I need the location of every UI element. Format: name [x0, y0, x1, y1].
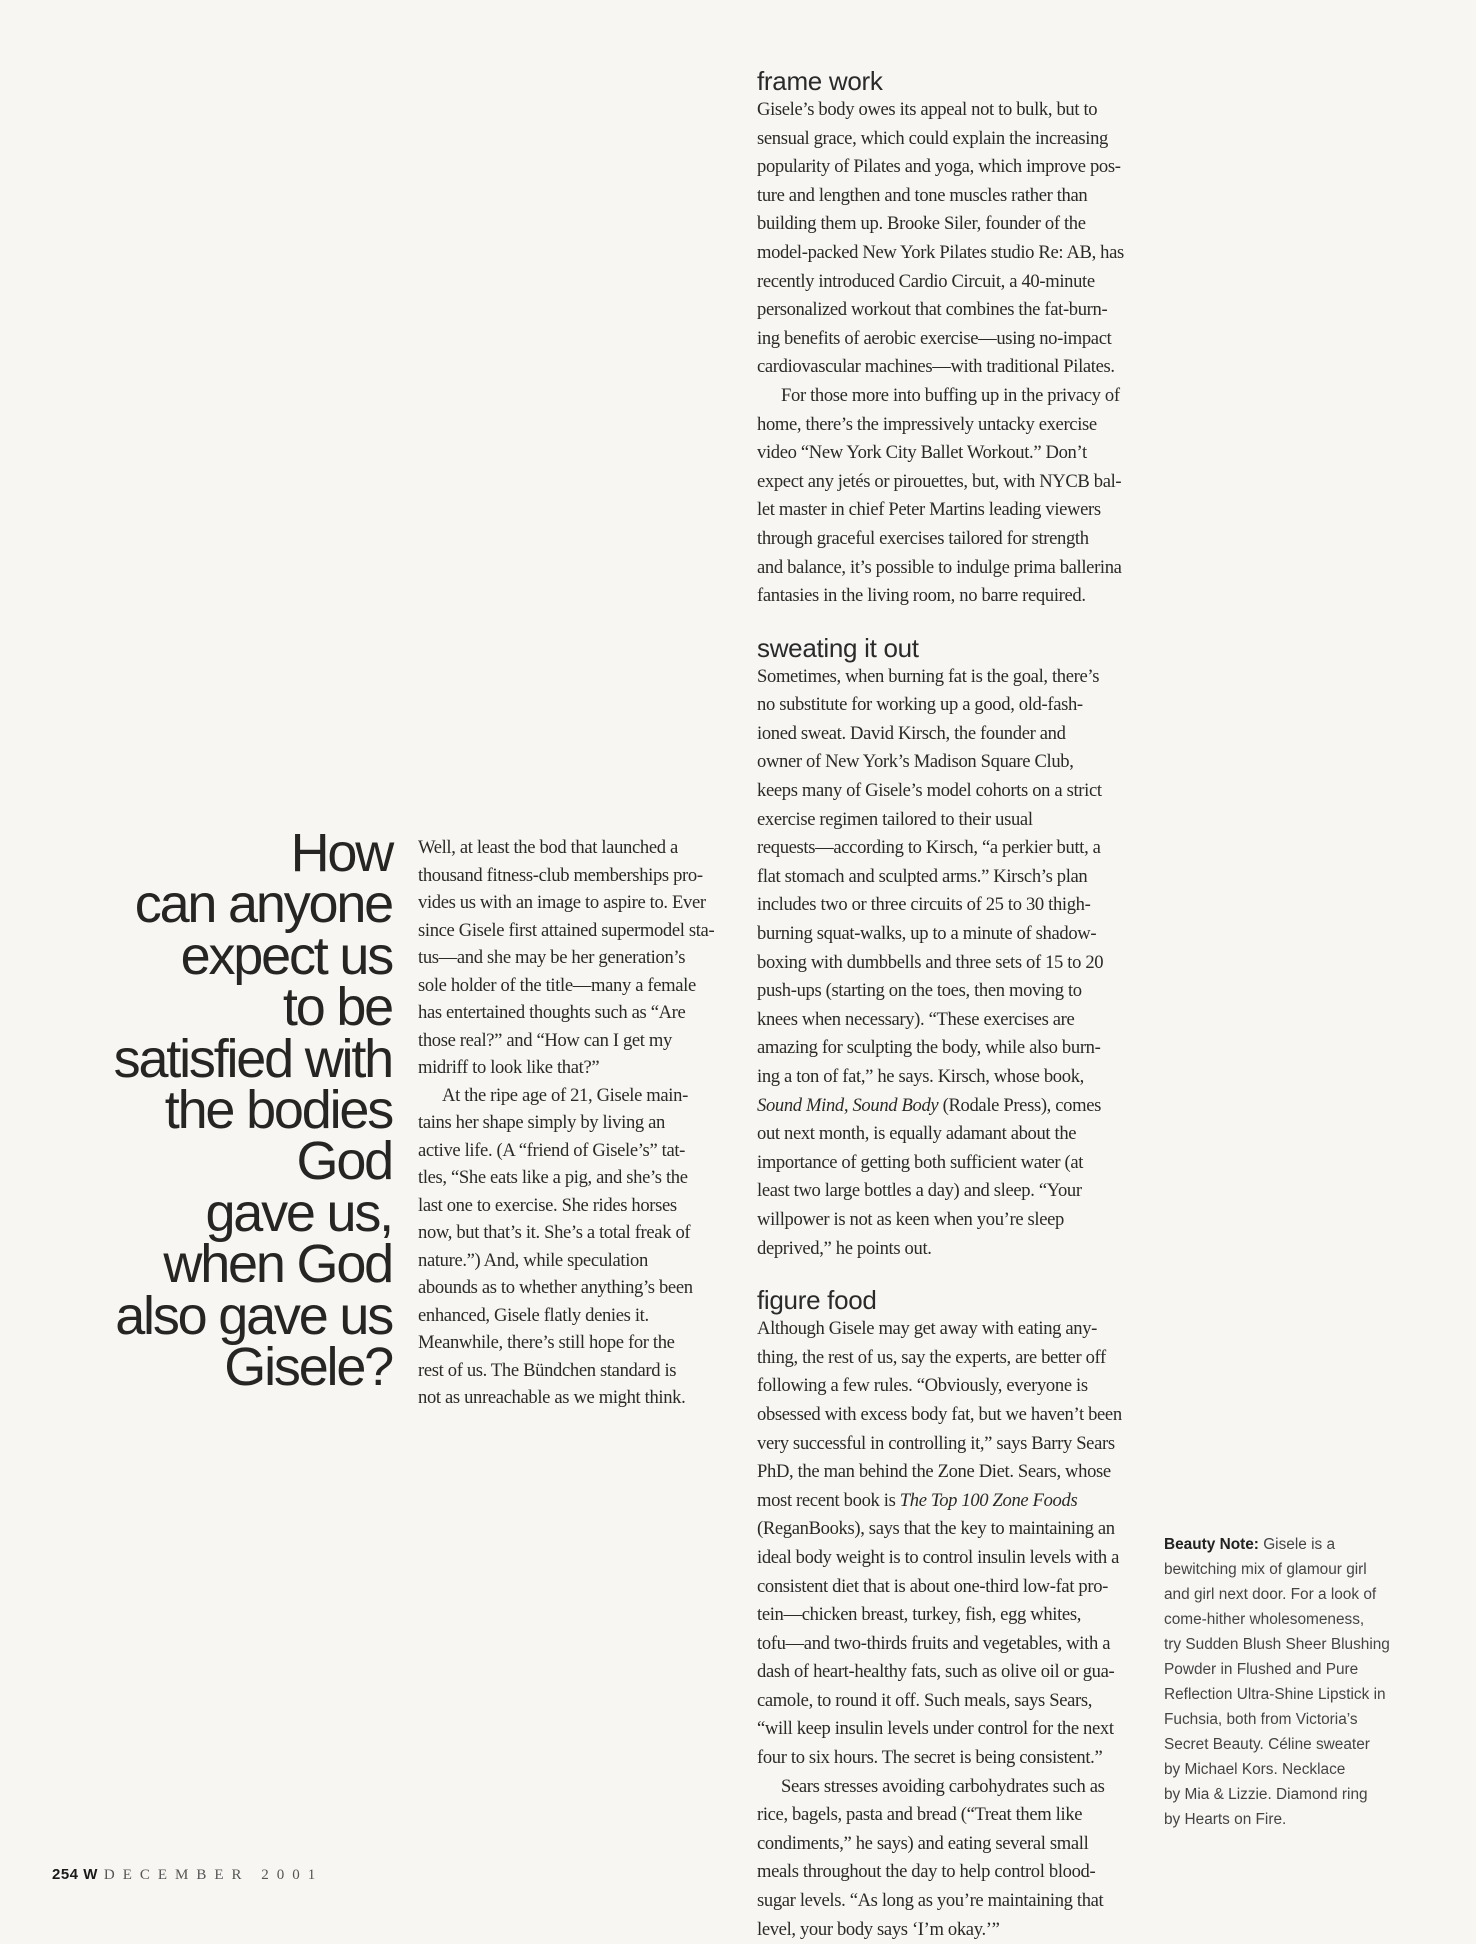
text-line: tles, “She eats like a pig, and she’s the: [418, 1167, 688, 1188]
text-line: thousand fitness-club memberships pro-: [418, 864, 703, 886]
text-line: keeps many of Gisele’s model cohorts on a strict: [757, 780, 1102, 802]
text-line: Gisele’s body owes its appeal not to bulk, but to: [757, 99, 1098, 120]
text-line: rest of us. The Bündchen standard is: [418, 1359, 677, 1381]
text-line: ing a ton of fat,” he says. Kirsch, whose book,: [757, 1066, 1084, 1087]
text-line: [757, 1487, 1124, 1516]
beauty-note-line: Reflection Ultra-Shine Lipstick in: [1164, 1686, 1386, 1703]
text-line: deprived,” he points out.: [757, 1237, 932, 1259]
book-title: The Top 100 Zone Foods: [899, 1489, 1078, 1511]
text-line: recently introduced Cardio Circuit, a 40-minute: [757, 270, 1095, 292]
article-column: [757, 66, 1124, 1944]
text-line: requests—according to Kirsch, “a perkier butt, a: [757, 837, 1101, 859]
beauty-note-line: bewitching mix of glamour girl: [1164, 1561, 1367, 1578]
intro-column: [418, 834, 714, 1412]
text-line: push-ups (starting on the toes, then moving to: [757, 980, 1082, 1002]
text-line: personalized workout that combines the fat-burn-: [757, 299, 1108, 321]
text-line: [757, 1092, 1124, 1121]
text-line: vides us with an image to aspire to. Ever: [418, 892, 706, 913]
pull-quote-line: How: [290, 823, 392, 883]
text-line: popularity of Pilates and yoga, which improve pos-: [757, 156, 1121, 178]
text-line: through graceful exercises tailored for strength: [757, 527, 1089, 549]
text-line: sugar levels. “As long as you’re maintaining that: [757, 1890, 1104, 1912]
beauty-note-line: Gisele is a: [1258, 1536, 1336, 1553]
text-line: no substitute for working up a good, old-fash-: [757, 694, 1083, 716]
text-line: abounds as to whether anything’s been: [418, 1277, 693, 1298]
beauty-note-line: Secret Beauty. Céline sweater: [1164, 1736, 1370, 1753]
text-line: tains her shape simply by living an: [418, 1112, 665, 1133]
text-line: includes two or three circuits of 25 to 30 thigh-: [757, 894, 1091, 916]
text-line: amazing for sculpting the body, while also burn-: [757, 1037, 1101, 1059]
text-line: following a few rules. “Obviously, everyone is: [757, 1375, 1088, 1397]
section-heading: sweating it out: [757, 632, 919, 663]
pull-quote-line: when God: [163, 1234, 392, 1295]
beauty-note-line: come-hither wholesomeness,: [1164, 1611, 1365, 1628]
beauty-note-line: Powder in Flushed and Pure: [1164, 1661, 1359, 1678]
pull-quote-line: expect us: [180, 925, 392, 986]
beauty-note-line: by Michael Kors. Necklace: [1164, 1761, 1346, 1778]
book-title: Sound Mind, Sound Body: [757, 1094, 939, 1116]
text-line: “will keep insulin levels under control for the next: [757, 1718, 1114, 1740]
section-gap: [757, 611, 1124, 633]
text-line: PhD, the man behind the Zone Diet. Sears, whose: [757, 1461, 1111, 1483]
text-line: Although Gisele may get away with eating any-: [757, 1318, 1098, 1340]
text-line: willpower is not as keen when you’re sleep: [757, 1208, 1064, 1230]
beauty-note-line: and girl next door. For a look of: [1164, 1586, 1377, 1603]
text-line: sole holder of the title—many a female: [418, 974, 696, 996]
text-line: four to six hours. The secret is being consistent.”: [757, 1747, 1103, 1769]
beauty-note-line: try Sudden Blush Sheer Blushing: [1164, 1636, 1390, 1653]
text-line: camole, to round it off. Such meals, says Sears,: [757, 1689, 1093, 1711]
text-line: condiments,” he says) and eating several small: [757, 1832, 1089, 1854]
text-line: cardiovascular machines—with traditional Pilates.: [757, 356, 1115, 378]
text-line: tein—chicken breast, turkey, fish, egg whites,: [757, 1604, 1081, 1626]
section-heading: figure food: [757, 1285, 877, 1316]
beauty-note-line: Fuchsia, both from Victoria’s: [1164, 1711, 1358, 1728]
text-line: obsessed with excess body fat, but we haven’t been: [757, 1403, 1122, 1425]
text-line: flat stomach and sculpted arms.” Kirsch’s plan: [757, 865, 1088, 887]
page-number: 254 W: [52, 1866, 98, 1883]
text-line: Sometimes, when burning fat is the goal, there’s: [757, 665, 1100, 687]
beauty-note-label: Beauty Note:: [1164, 1536, 1259, 1553]
text-line: least two large bottles a day) and sleep. “Your: [757, 1180, 1082, 1202]
text-line: has entertained thoughts such as “Are: [418, 1002, 686, 1023]
text-line: expect any jetés or pirouettes, but, with NYCB bal-: [757, 470, 1122, 492]
text-line: dash of heart-healthy fats, such as olive oil or gua-: [757, 1661, 1115, 1683]
text-line: Sears stresses avoiding carbohydrates such as: [781, 1775, 1105, 1797]
pull-quote-line: Gisele?: [224, 1337, 392, 1398]
text-line: midriff to look like that?”: [418, 1057, 600, 1078]
text-line: burning squat-walks, up to a minute of shadow-: [757, 923, 1097, 945]
text-line: home, there’s the impressively untacky exercise: [757, 413, 1097, 435]
text-line: those real?” and “How can I get my: [418, 1029, 672, 1051]
text-line: meals throughout the day to help control blood-: [757, 1861, 1096, 1883]
text-line: building them up. Brooke Siler, founder of the: [757, 213, 1086, 235]
text-line: fantasies in the living room, no barre required.: [757, 585, 1086, 607]
text-line: Meanwhile, there’s still hope for the: [418, 1332, 675, 1353]
text-line: very successful in controlling it,” says Barry Sears: [757, 1432, 1115, 1454]
text-line: video “New York City Ballet Workout.” Don’t: [757, 442, 1087, 464]
text-line: not as unreachable as we might think.: [418, 1387, 686, 1408]
text-line: model-packed New York Pilates studio Re: AB, has: [757, 241, 1124, 263]
text-line: enhanced, Gisele flatly denies it.: [418, 1304, 649, 1326]
text-line: Well, at least the bod that launched a: [418, 837, 678, 858]
page-footer: [52, 1866, 323, 1884]
pull-quote-line: to be: [282, 977, 392, 1038]
text-line: exercise regimen tailored to their usual: [757, 808, 1033, 830]
text-segment: most recent book is: [757, 1489, 900, 1511]
section-gap: [757, 1263, 1124, 1285]
text-line: importance of getting both sufficient water (at: [757, 1151, 1084, 1173]
pull-quote-line: can anyone: [134, 874, 392, 935]
text-line: ideal body weight is to control insulin levels with a: [757, 1546, 1120, 1568]
pull-quote-line: gave us,: [205, 1182, 392, 1243]
text-line: nature.”) And, while speculation: [418, 1249, 648, 1271]
text-line: tofu—and two-thirds fruits and vegetables, with a: [757, 1632, 1111, 1654]
text-line: active life. (A “friend of Gisele’s” tat-: [418, 1139, 686, 1161]
text-line: ing benefits of aerobic exercise—using no-impact: [757, 327, 1112, 349]
text-line: tus—and she may be her generation’s: [418, 947, 686, 968]
pull-quote: [113, 823, 392, 1398]
text-line: For those more into buffing up in the privacy of: [781, 384, 1120, 406]
text-line: level, your body says ‘I’m okay.’”: [757, 1918, 1000, 1940]
beauty-note-line: by Mia & Lizzie. Diamond ring: [1164, 1786, 1368, 1803]
text-line: last one to exercise. She rides horses: [418, 1194, 677, 1216]
text-line: let master in chief Peter Martins leading viewers: [757, 499, 1101, 521]
text-line: consistent diet that is about one-third low-fat pro-: [757, 1575, 1109, 1597]
text-line: thing, the rest of us, say the experts, are better off: [757, 1346, 1106, 1368]
text-line: boxing with dumbbells and three sets of 15 to 20: [757, 951, 1104, 973]
issue-date: DECEMBER 2001: [103, 1867, 324, 1883]
pull-quote-line: the bodies: [164, 1080, 392, 1141]
text-line: owner of New York’s Madison Square Club,: [757, 751, 1074, 773]
text-line: sensual grace, which could explain the increasing: [757, 127, 1108, 149]
text-line: At the ripe age of 21, Gisele main-: [442, 1084, 688, 1106]
pull-quote-line: God: [296, 1131, 392, 1192]
text-line: and balance, it’s possible to indulge prima ballerina: [757, 556, 1122, 578]
text-line: now, but that’s it. She’s a total freak of: [418, 1222, 691, 1243]
beauty-note-line: by Hearts on Fire.: [1164, 1811, 1287, 1828]
text-line: (ReganBooks), says that the key to maintaining an: [757, 1518, 1115, 1540]
text-line: ioned sweat. David Kirsch, the founder and: [757, 722, 1066, 744]
text-segment: (Rodale Press), comes: [938, 1094, 1102, 1116]
pull-quote-line: satisfied with: [113, 1028, 392, 1089]
text-line: since Gisele first attained supermodel sta-: [418, 919, 715, 941]
text-line: ture and lengthen and tone muscles rather than: [757, 184, 1088, 206]
text-line: knees when necessary). “These exercises are: [757, 1008, 1075, 1030]
pull-quote-line: also gave us: [115, 1285, 392, 1346]
section-heading: frame work: [757, 66, 883, 96]
text-line: out next month, is equally adamant about the: [757, 1123, 1077, 1145]
beauty-note: [1164, 1532, 1390, 1832]
text-line: rice, bagels, pasta and bread (“Treat them like: [757, 1804, 1083, 1826]
